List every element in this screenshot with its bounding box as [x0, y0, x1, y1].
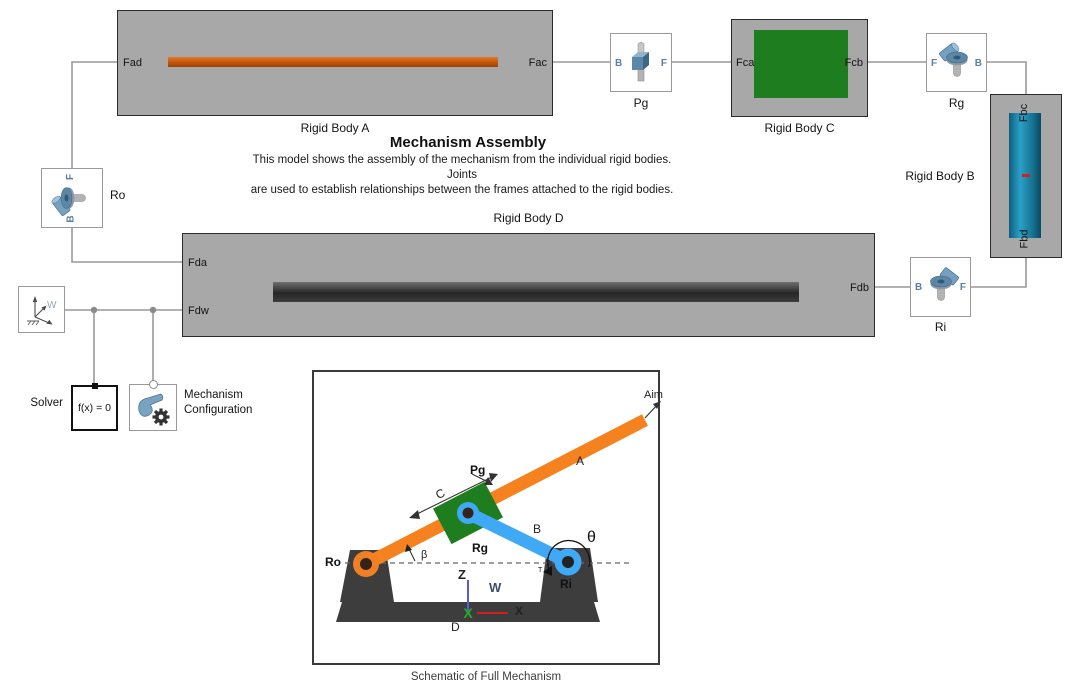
label-rg: Rg [948, 96, 965, 110]
port-fac[interactable]: Fac [528, 57, 547, 69]
body-c-plate [754, 30, 848, 98]
block-rigid-body-b[interactable] [990, 94, 1062, 258]
schematic-label-ri: Ri [560, 577, 572, 591]
model-title: Mechanism Assembly [389, 134, 547, 151]
block-rigid-body-c[interactable] [731, 19, 868, 117]
port-rg-f[interactable]: F [931, 58, 938, 69]
label-mechanism-configuration: Mechanism Configuration [184, 389, 253, 416]
schematic-rg-pivot-center [463, 508, 474, 519]
schematic-label-ro: Ro [325, 555, 341, 569]
label-rigid-body-b: Rigid Body B [905, 169, 975, 183]
schematic-label-aim: Aim [644, 389, 663, 401]
port-pg-b[interactable]: B [615, 58, 623, 69]
block-solver[interactable] [71, 385, 118, 431]
schematic-label-c: C [433, 485, 448, 503]
schematic-ro-pivot-center [360, 558, 372, 570]
port-fdb[interactable]: Fdb [850, 282, 869, 294]
block-rigid-body-a[interactable] [117, 10, 553, 116]
port-fad[interactable]: Fad [123, 57, 142, 69]
schematic-label-z: Z [458, 567, 466, 582]
schematic-label-beta: β [421, 549, 428, 561]
port-ri-b[interactable]: B [915, 282, 923, 293]
block-pg-joint[interactable] [610, 33, 672, 92]
schematic-c-arrowhead-left [409, 510, 420, 519]
wire-rg-fbc[interactable] [987, 62, 1026, 94]
solver-top-port[interactable] [92, 383, 98, 389]
schematic-figure[interactable] [312, 370, 663, 665]
port-ri-f[interactable]: F [959, 282, 966, 293]
port-ro-f[interactable]: F [65, 173, 77, 181]
block-ri-joint[interactable] [910, 257, 971, 317]
label-rigid-body-c: Rigid Body C [764, 121, 835, 135]
label-solver: Solver [30, 397, 63, 409]
schematic-label-pg: Pg [470, 463, 486, 477]
schematic-origin-marker: X [463, 605, 473, 621]
wire-ro-fda[interactable] [72, 228, 182, 262]
block-rigid-body-d[interactable] [182, 233, 875, 337]
body-a-bar [168, 57, 498, 67]
port-fda[interactable]: Fda [188, 257, 207, 269]
port-fbc[interactable]: Fbc [1018, 103, 1031, 123]
schematic-link-a [366, 420, 645, 564]
solver-equation: f(x) = 0 [78, 402, 111, 414]
model-description: This model shows the assembly of the mechanism from the individual rigid bodies. Joints are used to establish relationships between the frames attached to the rigid bodies. [250, 154, 674, 196]
schematic-label-b: B [533, 522, 542, 536]
schematic-label-theta: θ [587, 529, 596, 546]
schematic-ri-pivot-center [562, 556, 574, 568]
schematic-caption: Schematic of Full Mechanism [410, 671, 562, 683]
svg-text:W: W [46, 299, 56, 311]
schematic-label-d: D [451, 620, 460, 634]
label-rigid-body-d: Rigid Body D [493, 211, 564, 225]
label-ri: Ri [934, 320, 947, 334]
label-ro: Ro [110, 188, 126, 202]
wire-junction-dot [150, 307, 156, 313]
schematic-label-t: T [538, 567, 543, 574]
schematic-c-arrowhead-right [489, 473, 498, 482]
block-ro-joint[interactable] [41, 168, 103, 228]
port-pg-f[interactable]: F [660, 58, 667, 69]
port-fcb[interactable]: Fcb [844, 57, 863, 69]
block-mechanism-configuration[interactable] [129, 384, 177, 431]
body-d-bar [273, 282, 799, 302]
block-world-frame[interactable] [18, 286, 65, 333]
schematic-label-a: A [576, 454, 585, 468]
port-ro-b[interactable]: B [65, 215, 77, 223]
label-pg: Pg [633, 96, 649, 110]
body-b-marker [1022, 174, 1030, 177]
port-fca[interactable]: Fca [736, 57, 755, 69]
wire-junction-dot [91, 307, 97, 313]
wire-fbd-ri[interactable] [971, 258, 1026, 287]
schematic-label-x: X [515, 604, 524, 618]
world-frame-icon [19, 287, 64, 332]
schematic-label-rg: Rg [472, 541, 488, 555]
label-rigid-body-a: Rigid Body A [300, 121, 370, 135]
mechanism-configuration-icon [130, 385, 176, 430]
port-fdw[interactable]: Fdw [188, 305, 209, 317]
port-fbd[interactable]: Fbd [1018, 229, 1031, 249]
schematic-drawing [314, 372, 663, 663]
port-rg-b[interactable]: B [974, 58, 982, 69]
schematic-label-w: W [489, 580, 502, 595]
block-rg-joint[interactable] [926, 33, 987, 92]
wire-fad-ro[interactable] [72, 62, 117, 168]
